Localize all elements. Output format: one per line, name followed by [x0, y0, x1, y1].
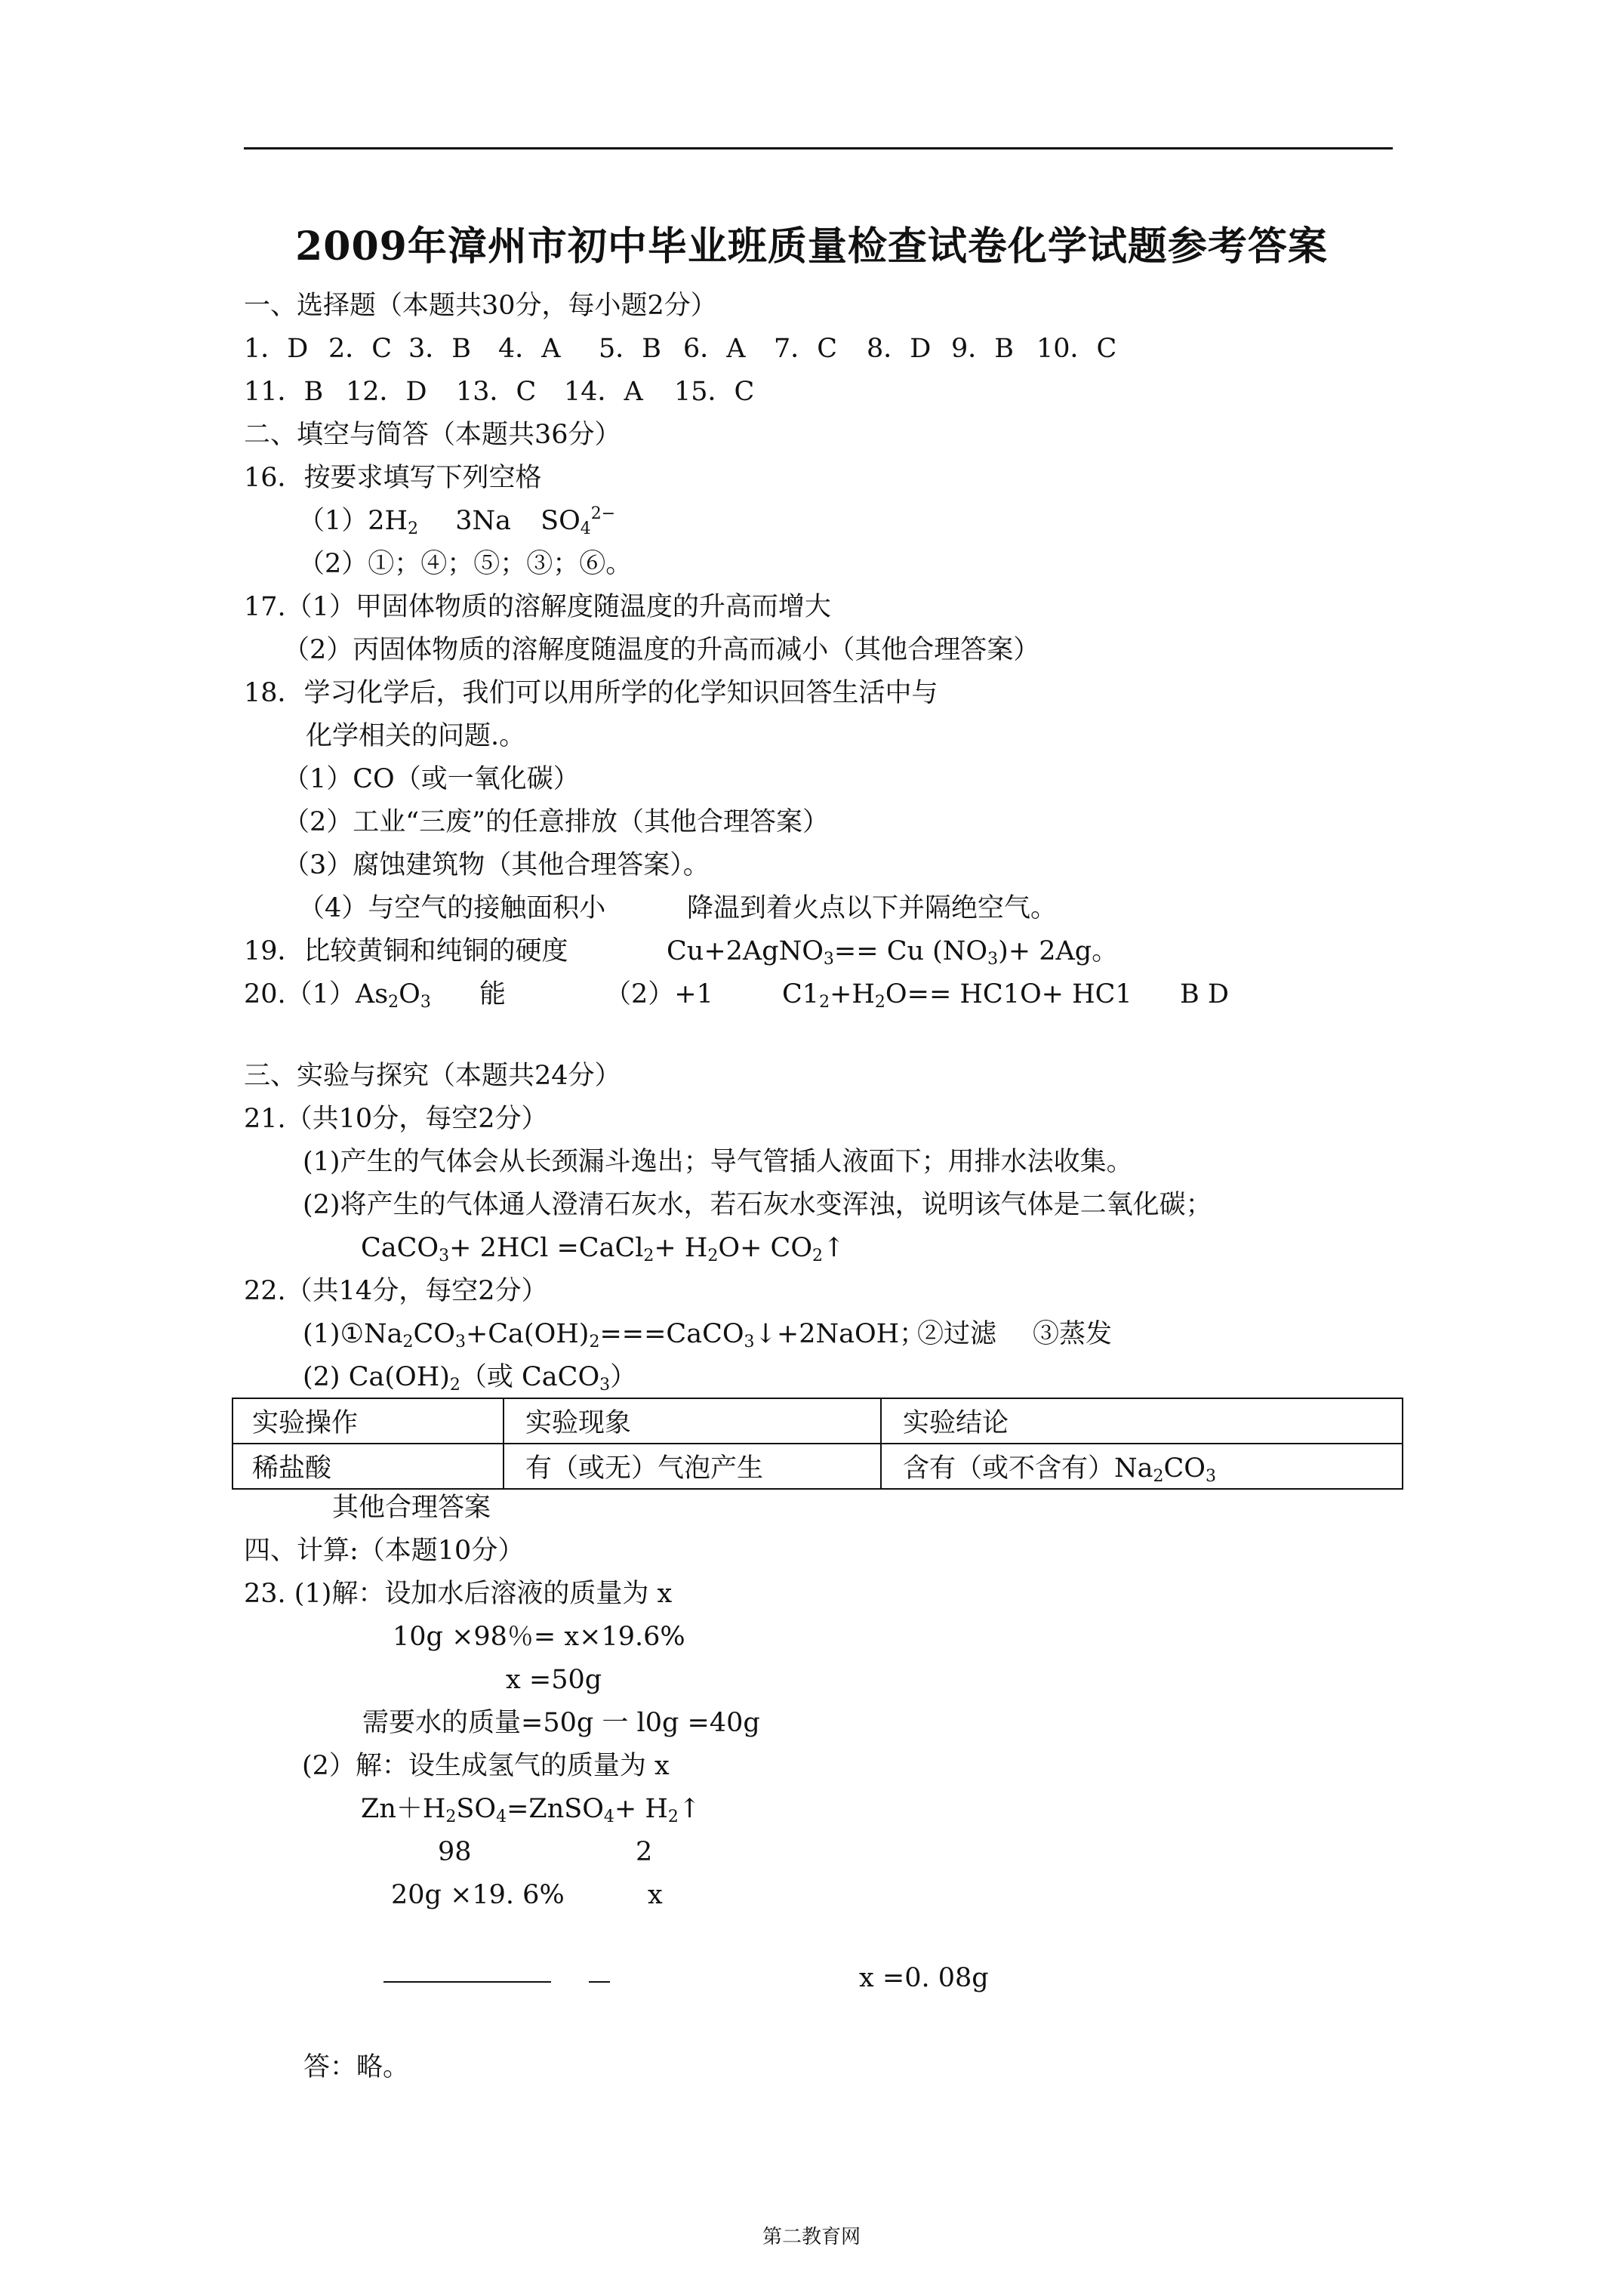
q16-part2: （2）①；④；⑤；③；⑥。	[298, 549, 633, 579]
formula-text: ↓+2NaOH；	[754, 1319, 926, 1349]
q20-choice: B D	[1180, 979, 1229, 1009]
formula-text: Cu+2AgNO	[667, 936, 824, 966]
subscript: 2	[819, 993, 830, 1012]
choice-answer: 11．B	[244, 377, 324, 407]
q23-mass: 20g ×19. 6%	[391, 1880, 565, 1910]
formula-text: +Ca(OH)	[465, 1319, 590, 1349]
q23-final-answer: 答：略。	[303, 2052, 410, 2082]
fraction-bar-right	[589, 1981, 610, 1983]
q22-part1	[303, 1318, 1113, 1351]
q20-line	[244, 978, 1229, 1012]
q18-stem-2: 化学相关的问题.。	[306, 721, 526, 751]
formula-text: O== HC1O+ HC1	[885, 979, 1132, 1009]
q23-result: x =0. 08g	[859, 1963, 989, 1993]
q18-part3: （3）腐蚀建筑物（其他合理答案）。	[283, 850, 710, 880]
subscript: 4	[603, 1808, 614, 1826]
q20-formula	[244, 978, 431, 1011]
q21-part2: (2)将产生的气体通人澄清石灰水，若石灰水变浑浊，说明该气体是二氧化碳；	[303, 1190, 1212, 1220]
subscript: 2	[874, 993, 885, 1012]
q16-stem: 16．按要求填写下列空格	[244, 463, 542, 493]
gas-arrow: ↑	[678, 1794, 701, 1824]
subscript: 3	[1205, 1467, 1216, 1486]
formula-text: ）	[610, 1362, 637, 1392]
choice-answer: 14．A	[564, 377, 643, 407]
choice-answer: 3．B	[408, 334, 471, 364]
footer-text: 第二教育网	[762, 2226, 861, 2248]
choice-answer: 6．A	[683, 334, 746, 364]
q23-molar-98: 98	[438, 1837, 472, 1867]
q17-part2: （2）丙固体物质的溶解度随温度的升高而减小（其他合理答案）	[283, 635, 1040, 665]
subscript: 3	[439, 1247, 450, 1265]
formula-text: SO	[456, 1794, 497, 1824]
top-divider	[244, 147, 1393, 149]
formula-text: CO	[1163, 1453, 1206, 1484]
subscript: 3	[823, 950, 834, 969]
experiment-table	[232, 1398, 1403, 1490]
choice-answer: 12．D	[346, 377, 427, 407]
q23-calc-line3: 需要水的质量=50g 一 l0g =40g	[362, 1708, 760, 1738]
table-cell	[881, 1444, 1403, 1489]
q22-filter: ②过滤	[917, 1319, 997, 1349]
fraction-bar-left	[383, 1981, 551, 1983]
subscript: 2	[449, 1376, 460, 1395]
q22-evaporate: ③蒸发	[1033, 1319, 1113, 1349]
table-cell: 稀盐酸	[233, 1444, 504, 1489]
formula-text: （或 CaCO	[460, 1362, 600, 1392]
choice-answer: 5．B	[599, 334, 661, 364]
table-header-cell: 实验现象	[504, 1398, 881, 1444]
table-row	[233, 1444, 1403, 1489]
q23-part2: (2）解：设生成氢气的质量为 x	[302, 1751, 670, 1781]
gas-arrow: ↑	[823, 1233, 845, 1263]
subscript: 2	[408, 519, 419, 538]
q20-part2: （2）+1	[605, 979, 713, 1009]
superscript: 2−	[590, 504, 616, 523]
subscript: 2	[445, 1808, 457, 1826]
subscript: 3	[454, 1333, 466, 1351]
q19-answer: 19．比较黄铜和纯铜的硬度	[244, 936, 568, 966]
q23-calc-line1: 10g ×98％= x×19.6%	[393, 1622, 685, 1652]
table-header-row	[233, 1398, 1403, 1444]
choice-answer: 10．C	[1036, 334, 1117, 364]
q22-part2	[303, 1361, 636, 1394]
choice-answer: 1．D	[244, 334, 309, 364]
formula-text: =ZnSO	[507, 1794, 604, 1824]
subscript: 2	[643, 1247, 654, 1265]
subscript: 2	[402, 1333, 414, 1351]
choice-answer: 13．C	[456, 377, 537, 407]
choice-answer: 4．A	[498, 334, 561, 364]
q20-equation	[782, 978, 1132, 1011]
q17-part1: 17.（1）甲固体物质的溶解度随温度的升高而增大	[244, 592, 831, 622]
formula-text: (1)①Na	[303, 1319, 403, 1349]
q18-part4	[298, 892, 1058, 925]
section2-heading: 二、填空与简答（本题共36分）	[244, 420, 621, 450]
choice-answer: 7．C	[774, 334, 838, 364]
formula-text: + 2HCl =CaCl	[449, 1233, 644, 1263]
subscript: 3	[599, 1376, 611, 1395]
formula-text: +H	[830, 979, 875, 1009]
q19-line	[244, 935, 1119, 969]
section3-heading: 三、实验与探究（本题共24分）	[244, 1061, 621, 1091]
table-header-cell: 实验结论	[881, 1398, 1403, 1444]
choice-answer: 8．D	[867, 334, 932, 364]
formula-text: 含有（或不含有）Na	[903, 1453, 1153, 1484]
formula-text: O	[399, 979, 420, 1009]
subscript: 4	[580, 519, 591, 538]
subscript: 2	[812, 1247, 824, 1265]
subscript: 3	[420, 993, 431, 1012]
table-cell: 有（或无）气泡产生	[504, 1444, 881, 1489]
q23-unknown: x	[648, 1880, 663, 1910]
formula-text: ===CaCO	[599, 1319, 744, 1349]
document-title: 2009年漳州市初中毕业班质量检查试卷化学试题参考答案	[295, 223, 1328, 270]
subscript: 2	[589, 1333, 600, 1351]
q23-equation	[361, 1792, 701, 1826]
formula-text: CO	[413, 1319, 455, 1349]
subscript: 2	[667, 1808, 679, 1826]
q18-part4-b: 降温到着火点以下并隔绝空气。	[687, 893, 1058, 923]
formula-text: (2) Ca(OH)	[303, 1362, 450, 1392]
subscript: 3	[744, 1333, 755, 1351]
table-header-cell: 实验操作	[233, 1398, 504, 1444]
q18-part4-a: （4）与空气的接触面积小	[298, 893, 606, 923]
choice-answer: 9．B	[951, 334, 1014, 364]
formula-text: + H	[654, 1233, 708, 1263]
formula-text: 3Na	[455, 506, 511, 536]
formula-text: CaCO	[361, 1233, 439, 1263]
q18-part2: （2）工业“三废”的任意排放（其他合理答案）	[283, 807, 830, 837]
q23-calc-line2: x =50g	[506, 1665, 602, 1695]
choice-answer: 2．C	[328, 334, 393, 364]
formula-text: O+ CO	[718, 1233, 813, 1263]
q22-stem: 22.（共14分，每空2分）	[244, 1276, 548, 1306]
formula-text: C1	[782, 979, 820, 1009]
q18-part1: （1）CO（或一氧化碳）	[283, 764, 580, 794]
formula-text: Zn＋H	[361, 1794, 446, 1824]
q21-equation	[361, 1231, 845, 1265]
q16-part1-label: （1）	[298, 506, 368, 536]
q23-molar-2: 2	[636, 1837, 653, 1867]
choice-answer: 15．C	[674, 377, 755, 407]
q20-can: 能	[479, 979, 507, 1009]
subscript: 2	[388, 993, 399, 1012]
subscript: 3	[987, 950, 999, 969]
subscript: 4	[496, 1808, 507, 1826]
formula-text: 2H	[368, 506, 408, 536]
q16-part1	[298, 504, 615, 538]
q22-other-note: 其他合理答案	[332, 1493, 491, 1523]
q21-stem: 21.（共10分，每空2分）	[244, 1104, 548, 1134]
formula-text: )+ 2Ag。	[998, 936, 1119, 966]
subscript: 2	[1153, 1467, 1164, 1486]
subscript: 2	[707, 1247, 719, 1265]
q18-stem-1: 18．学习化学后，我们可以用所学的化学知识回答生活中与	[244, 678, 938, 708]
section4-heading: 四、计算:（本题10分）	[244, 1536, 525, 1566]
formula-text: 20.（1）As	[244, 979, 389, 1009]
section1-heading: 一、选择题（本题共30分，每小题2分）	[244, 291, 717, 321]
formula-text: + H	[614, 1794, 668, 1824]
formula-text: == Cu (NO	[833, 936, 988, 966]
q23-part1: 23. (1)解：设加水后溶液的质量为 x	[244, 1579, 673, 1609]
q19-equation	[667, 935, 1118, 968]
formula-text: SO	[540, 506, 581, 536]
q21-part1: (1)产生的气体会从长颈漏斗逸出；导气管插人液面下；用排水法收集。	[303, 1147, 1133, 1177]
